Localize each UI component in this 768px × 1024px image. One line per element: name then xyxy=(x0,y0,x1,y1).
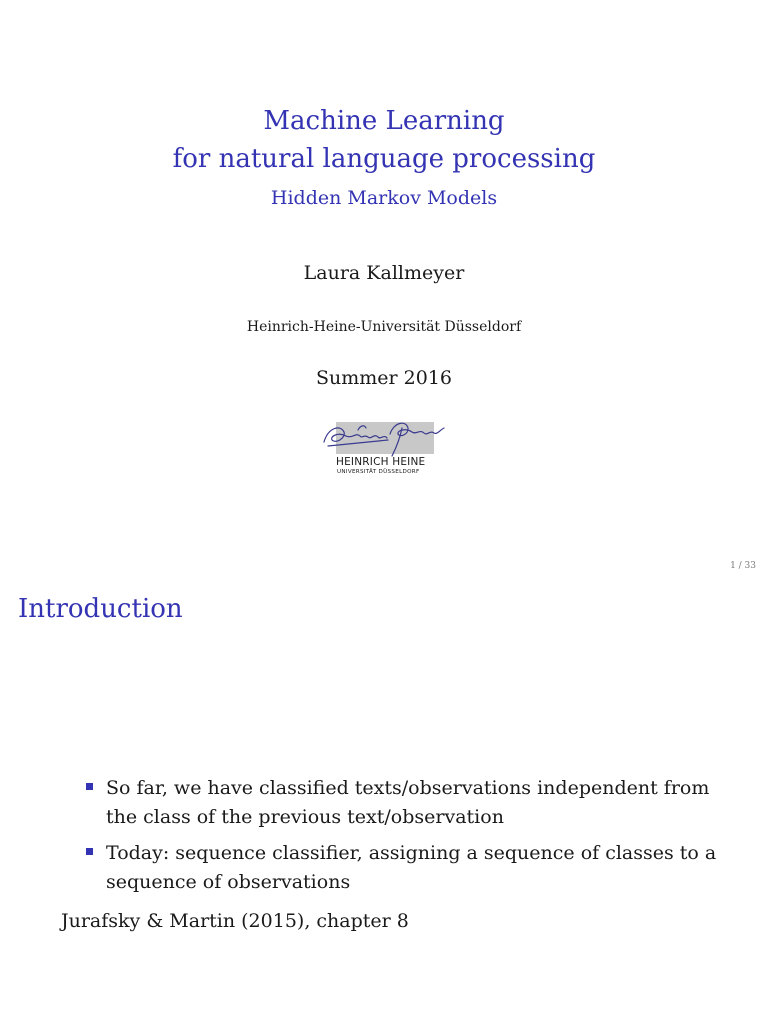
university-logo xyxy=(318,414,448,480)
bullet-text: Today: sequence classifier, assigning a sequence of classes to a sequence of observations xyxy=(106,842,717,893)
frame-title: Introduction xyxy=(18,594,183,624)
logo-subname-text: UNIVERSITÄT DÜSSELDORF xyxy=(337,469,420,475)
square-bullet-icon xyxy=(86,783,93,790)
introduction-slide xyxy=(0,578,768,1024)
slide-subtitle: Hidden Markov Models xyxy=(270,187,498,209)
presentation-date: Summer 2016 xyxy=(315,367,452,389)
logo-name-text: HEINRICH HEINE xyxy=(336,456,426,468)
institute-name: Heinrich-Heine-Universität Düsseldorf xyxy=(246,319,522,335)
logo-gray-block xyxy=(336,422,434,454)
square-bullet-icon xyxy=(86,848,93,855)
author-name: Laura Kallmeyer xyxy=(303,262,465,284)
slide-title-line-1: Machine Learning xyxy=(263,106,505,136)
bullet-text: So far, we have classified texts/observations independent from the class of the previous text/observation xyxy=(106,777,710,828)
reference-citation: Jurafsky & Martin (2015), chapter 8 xyxy=(61,910,409,932)
page-number: 1 / 33 xyxy=(730,561,756,571)
signature-logo-graphic xyxy=(318,414,448,458)
slide-title-line-2: for natural language processing xyxy=(172,144,596,174)
